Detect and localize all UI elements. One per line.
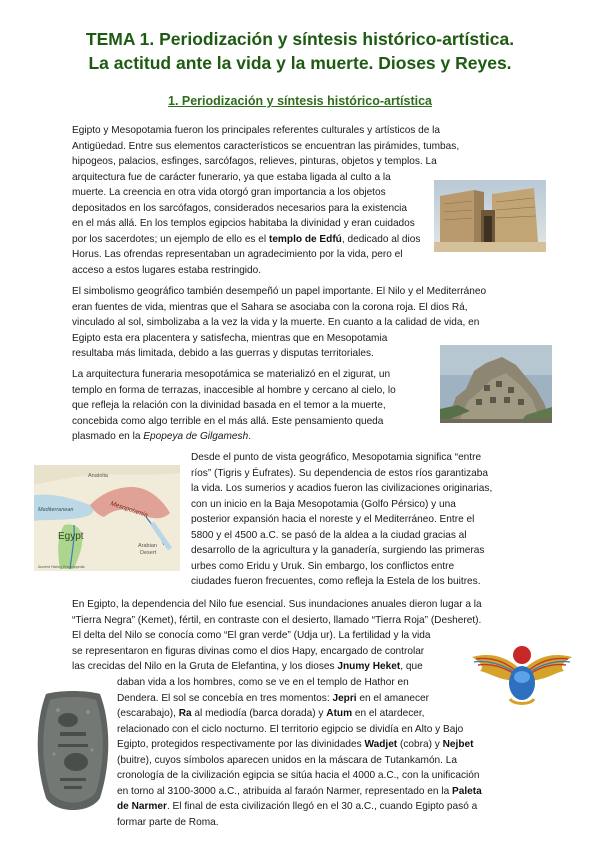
highlight-atum: Atum [326, 708, 353, 720]
paragraph-egypt-sun: daban vida a los hombres, como se ve en el templo de Hathor en Dendera. El sol se concebía en tres momentos: Jepri en el amanecer (escarabajo), Ra al mediodía (barca dorada) y Atum en el atardecer, relacionado con el ciclo nocturno. El territorio egipcio se dividía en Alto y Bajo Egipto, protegidos respectivamente por las divinidades Wadjet (cobra) y Nejbet (buitre), cuyos símbolos aparecen unidos en la máscara de Tutankamón. La cronología de la civilización egipcia se sitúa hacia el 4000 a.C., con la unificación en torno al 3100-3000 a.C., atribuida al faraón Narmer, representado en la Paleta de Narmer. El final de esta civilización llegó en el 30 a.C., cuando Egipto pasó a formar parte de Roma. [117, 677, 482, 828]
page-title-line-1: TEMA 1. Periodización y síntesis histórico-artística. [85, 29, 515, 49]
highlight-edfu: templo de Edfú [268, 233, 342, 245]
map-label-arabian: Arabian [138, 543, 157, 549]
page-title-line-2: La actitud ante la vida y la muerte. Dioses y Reyes. [88, 53, 512, 73]
paragraph-mesopotamia: Desde el punto de vista geográfico, Mesopotamia significa “entre ríos” (Tigris y Éufrates). Su dependencia de estos ríos garantizaba la vida. Los sumerios y acadios fueron las civilizaciones originarias, con un inicio en la Baja Mesopotamia (Golfo Pérsico) y una posterior expansión hacia el noreste y el Mediterráneo. Entre el 5800 y el 4500 a.C. se pasó de la aldea a la ciudad gracias al desarrollo de la agricultura y la ganadería, surgiendo las primeras urbes como Eridu y Uruk. Sin embargo, los conflictos entre ciudades fueron frecuentes, como refleja la Estela de los buitres. [191, 452, 493, 588]
paragraph-geography: El simbolismo geográfico también desempeñó un papel importante. El Nilo y el Mediterráneo eran fuentes de vida, mientras que el Sahara se asociaba con la corona roja. El dios Rá, vinculado al sol, simbolizaba a la vez la vida y la muerte. En cuanto a la calidad de vida, en Egipto esta era placentera y satisfecha, mientras que en Mesopotamia resultaba más limitada, debido a las guerras y disputas territoriales. [72, 286, 487, 360]
section-title: 1. Periodización y síntesis histórico-artística [168, 94, 432, 108]
highlight-jnum-heket: Jnumy Heket [337, 661, 401, 673]
mesopotamia-map [34, 465, 180, 571]
paragraph-egypt-nile: En Egipto, la dependencia del Nilo fue esencial. Sus inundaciones anuales dieron lugar a la “Tierra Negra” (Kemet), fértil, en contraste con el desierto, llamado “Tierra Roja” (Desheret). El delta del Nilo se conocía como “El gran verde” (Udja ur). La fertilidad y la vida se representaron en figuras divinas como el dios Hapy, encargado de controlar las crecidas del Nilo en la Gruta de Elefantina, y los dioses Jnumy Heket, que [72, 599, 482, 673]
highlight-paleta: Paleta [452, 785, 482, 797]
map-label-mediterranean: Mediterranean [38, 507, 74, 513]
highlight-nejbet: Nejbet [442, 739, 474, 751]
map-credit: Ancient History Encyclopedia [38, 565, 85, 569]
highlight-wadjet: Wadjet [364, 739, 398, 751]
map-label-desert: Desert [140, 550, 157, 556]
winged-scarab-image [466, 641, 578, 711]
paragraph-ziggurat: La arquitectura funeraria mesopotámica se materializó en el zigurat, un templo en forma de terrazas, inaccesible al hombre y cercano al cielo, lo que refleja la relación con la divinidad basada en el temor a la muerte, concebida como algo terrible en el más allá. Este pensamiento queda plasmado en la Epopeya de Gilgamesh. [72, 369, 396, 443]
paragraph-intro: Egipto y Mesopotamia fueron los principales referentes culturales y artísticos de la Antigüedad. Entre sus elementos característicos se encuentran las pirámides, tumbas, hipogeos, palacios, esfinges, sarcófagos, relieves, pinturas, objetos y templos. La arquitectura fue de carácter funerario, ya que estaba ligada al culto a la muerte. La creencia en otra vida otorgó gran importancia a los objetos depositados en los sarcófagos, considerados necesarios para la existencia en el más allá. En los templos egipcios habitaba la divinidad y eran cuidados por los sacerdotes; un ejemplo de ello es el templo de Edfú, dedicado al dios Horus. Las ofrendas representaban un agradecimiento por la vida, pero el acceso a estos lugares estaba restringido. [72, 125, 460, 276]
map-label-anatolia: Anatolia [88, 473, 108, 479]
gilgamesh-title: Epopeya de Gilgamesh [143, 431, 249, 443]
temple-edfu-photo [434, 180, 546, 252]
highlight-jepri: Jepri [332, 692, 357, 704]
map-label-egypt: Egypt [58, 531, 84, 542]
map-label-mesopotamia: Mesopotamia [109, 500, 149, 519]
highlight-narmer: de Narmer [117, 801, 167, 813]
narmer-palette-image [30, 690, 114, 818]
highlight-ra: Ra [178, 708, 192, 720]
ziggurat-photo [440, 345, 552, 423]
